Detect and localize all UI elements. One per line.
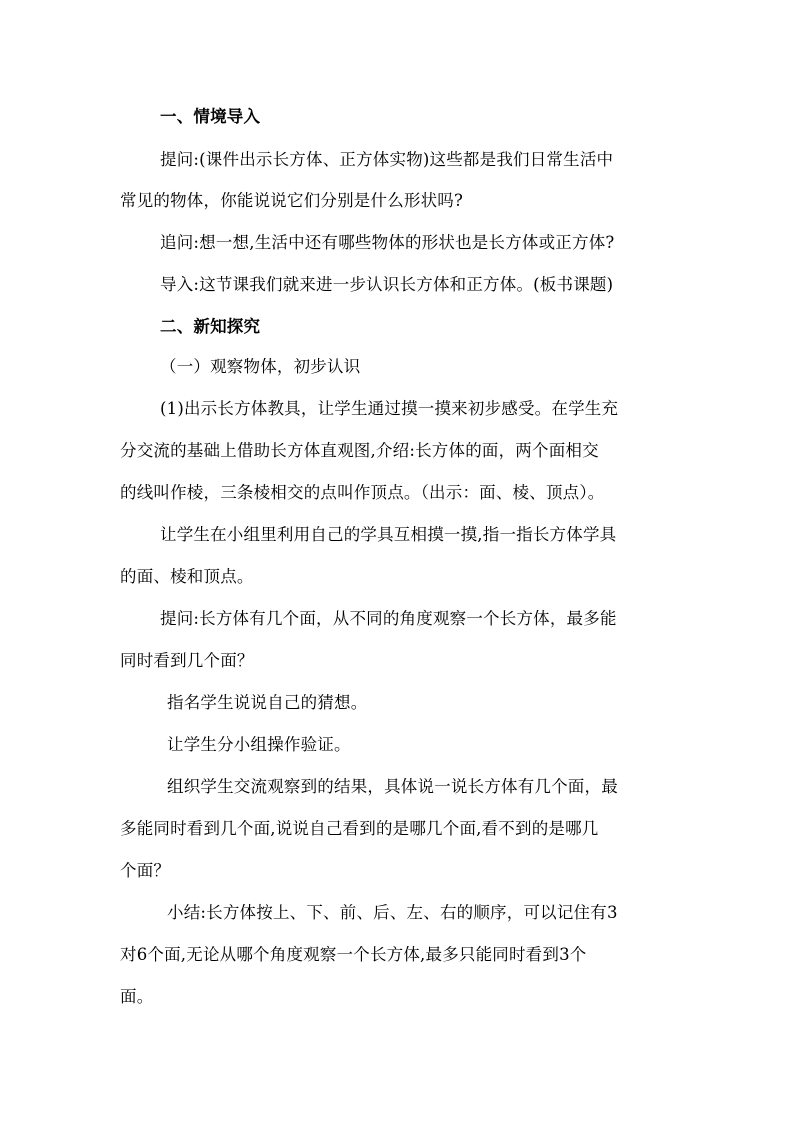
summary-line: 对6个面,无论从哪个角度观察一个长方体,最多只能同时看到3个 [120, 945, 587, 964]
paragraph-line: 分交流的基础上借助长方体直观图,介绍:长方体的面，两个面相交 [120, 441, 599, 460]
subsection-heading-observe: （一）观察物体，初步认识 [160, 357, 361, 376]
section-heading-new-knowledge: 二、新知探究 [160, 317, 261, 336]
paragraph-line: 的线叫作棱，三条棱相交的点叫作顶点。（出示：面、棱、顶点）。 [120, 483, 605, 502]
paragraph-line: 导入:这节课我们就来进一步认识长方体和正方体。(板书课题) [160, 275, 614, 294]
paragraph-line: 提问:(课件出示长方体、正方体实物)这些都是我们日常生活中 [160, 150, 614, 169]
paragraph-line: 让学生在小组里利用自己的学具互相摸一摸,指一指长方体学具 [160, 525, 617, 544]
paragraph-line: 让学生分小组操作验证。 [167, 735, 351, 754]
paragraph-line: 同时看到几个面？ [120, 651, 254, 670]
paragraph-line: (1)出示长方体教具，让学生通过摸一摸来初步感受。在学生充 [160, 399, 619, 418]
paragraph-line: 追问:想一想,生活中还有哪些物体的形状也是长方体或正方体? [160, 233, 615, 252]
paragraph-line: 个面？ [120, 861, 171, 880]
paragraph-line: 指名学生说说自己的猜想。 [167, 693, 368, 712]
summary-line: 面。 [120, 987, 154, 1006]
summary-line: 小结:长方体按上、下、前、后、左、右的顺序，可以记住有3 [167, 903, 618, 922]
paragraph-line: 组织学生交流观察到的结果，具体说一说长方体有几个面，最 [167, 777, 618, 796]
paragraph-line: 常见的物体，你能说说它们分别是什么形状吗? [120, 191, 464, 210]
paragraph-line: 多能同时看到几个面,说说自己看到的是哪几个面,看不到的是哪几 [120, 819, 599, 838]
paragraph-line: 的面、棱和顶点。 [120, 567, 254, 586]
paragraph-line: 提问:长方体有几个面，从不同的角度观察一个长方体，最多能 [160, 609, 617, 628]
section-heading-situation-intro: 一、情境导入 [160, 107, 261, 126]
